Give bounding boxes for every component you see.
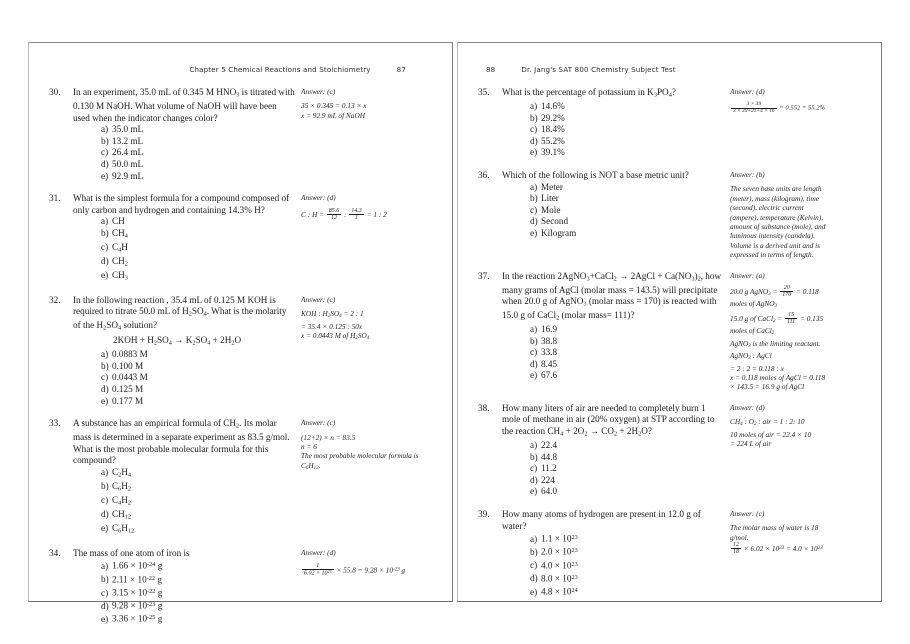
choice-text: Meter <box>541 181 563 192</box>
choice-option[interactable] <box>530 228 724 240</box>
question-text: How many liters of air are needed to completely burn 1 mole of methane in air (20% oxygen) at STP according to the reaction $CH_4 + 2O_2 \to CO_2 + 2H_2O$? <box>502 402 715 438</box>
choice-text: 44.8 <box>541 451 558 462</box>
choice-text: 26.4 mL <box>112 147 144 158</box>
choice-text: 67.6 <box>541 370 558 381</box>
page-number: 88 <box>486 65 496 74</box>
answer-key: Answer: (c) <box>301 87 336 96</box>
choice-label: a) <box>101 124 109 135</box>
choice-text: 13.2 mL <box>112 135 144 146</box>
choice-list <box>73 216 295 283</box>
choice-option[interactable]: b) $C_6H_2$ <box>101 480 132 493</box>
answer-panel <box>724 170 856 260</box>
choice-label: a) <box>101 216 109 227</box>
choice-label: e) <box>530 586 538 597</box>
choice-label: a) <box>530 324 538 335</box>
question-block <box>472 87 867 159</box>
question-block <box>472 170 867 260</box>
answer-work-line: luminous intensity (candela). <box>730 231 815 241</box>
choice-option[interactable] <box>530 101 724 113</box>
question-number: 32. <box>49 294 61 305</box>
choice-option[interactable] <box>101 171 295 183</box>
answer-panel <box>295 295 427 344</box>
answer-panel <box>724 87 856 114</box>
choice-option[interactable]: e) $3.36 \times 10^{-25}$ g <box>101 613 163 624</box>
answer-work-line: × 143.5 = 16.9 g of AgCl <box>730 382 805 392</box>
choice-list <box>73 124 295 182</box>
answer-work-line: moles of AgNO$_3$ <box>730 299 777 310</box>
choice-label: e) <box>530 486 538 497</box>
question-text: The mass of one atom of iron is <box>73 547 190 558</box>
answer-work-line: = 2 : 2 = 0.118 : x <box>730 363 784 373</box>
answer-work-line: AgNO$_3$ : AgCl <box>730 351 772 362</box>
running-head-title: Chapter 5 Chemical Reactions and Stoichiometry <box>189 65 371 74</box>
choice-option[interactable] <box>530 205 724 217</box>
choice-text: 22.4 <box>541 439 558 450</box>
answer-key: Answer: (a) <box>730 270 765 280</box>
choice-text: 0.0443 M <box>112 372 148 383</box>
question-body <box>472 509 724 598</box>
choice-option[interactable] <box>530 193 724 205</box>
choice-label: b) <box>101 480 109 491</box>
answer-work-line: 10 moles of air = 22.4 × 10 <box>730 429 812 439</box>
running-head-right <box>472 65 867 79</box>
choice-label: c) <box>101 241 109 252</box>
question-block <box>43 295 438 407</box>
choice-label: a) <box>530 533 538 544</box>
choice-text: 38.8 <box>541 335 558 346</box>
answer-key: Answer: (d) <box>730 402 765 412</box>
choice-option[interactable] <box>530 440 724 452</box>
choice-option[interactable] <box>530 324 724 336</box>
choice-label: b) <box>530 193 538 204</box>
question-number: 35. <box>478 87 490 97</box>
choice-option[interactable]: d) $CH_{12}$ <box>101 508 132 521</box>
choice-option[interactable] <box>530 216 724 228</box>
answer-panel <box>295 548 427 577</box>
choice-label: c) <box>530 204 538 215</box>
question-list-right <box>472 87 867 598</box>
answer-work-line: (meter), mass (kilogram), time <box>730 193 819 203</box>
choice-text: 35.0 mL <box>112 124 144 135</box>
choice-option[interactable] <box>101 396 295 408</box>
choice-list <box>502 440 724 498</box>
choice-option[interactable] <box>530 136 724 148</box>
choice-text: 18.4% <box>541 124 565 135</box>
answer-work-line: = 224 L of air <box>730 439 772 449</box>
choice-label: d) <box>530 474 538 485</box>
answer-work-line: (second), electric current <box>730 203 804 213</box>
choice-label: c) <box>530 124 538 135</box>
choice-option[interactable] <box>530 124 724 136</box>
choice-label: e) <box>101 522 109 533</box>
answer-work-line: amount of substance (mole), and <box>730 221 826 231</box>
question-number: 34. <box>49 547 61 558</box>
question-number: 37. <box>478 270 490 281</box>
choice-text: 39.1% <box>541 147 565 158</box>
choice-option[interactable] <box>101 159 295 171</box>
choice-option[interactable]: e) $CH_3$ <box>101 269 128 282</box>
choice-label: e) <box>101 269 109 280</box>
choice-label: e) <box>101 395 109 406</box>
choice-text: Liter <box>541 193 559 204</box>
choice-option[interactable]: a) $1.1 \times 10^{23}$ <box>530 533 578 544</box>
answer-work-line: The seven base units are length <box>730 184 822 194</box>
answer-key: Answer: (c) <box>301 294 336 304</box>
choice-label: d) <box>101 508 109 519</box>
answer-work-line: n = 6 <box>301 442 317 452</box>
choice-text: 224 <box>541 474 555 485</box>
choice-option[interactable] <box>101 147 295 159</box>
running-head-title: Dr. Jang's SAT 800 Chemistry Subject Test <box>521 65 676 74</box>
answer-panel <box>295 193 427 221</box>
answer-key: Answer: (d) <box>301 193 336 203</box>
answer-work-line: x = 92.9 mL of NaOH <box>301 110 365 120</box>
running-head-left <box>43 65 438 79</box>
choice-list <box>502 101 724 159</box>
choice-label: a) <box>530 100 538 111</box>
choice-label: b) <box>530 546 538 557</box>
question-text: What is the percentage of potassium in $K_3PO_4$? <box>502 87 676 99</box>
answer-work-line: x = 0.0443 M of $H_2SO_4$ <box>301 331 370 342</box>
choice-text: 64.0 <box>541 486 558 497</box>
answer-note: The most probable molecular formula is $C_6H_{12}$. <box>301 451 419 471</box>
choice-label: b) <box>530 112 538 123</box>
question-text: What is the simplest formula for a compound composed of only carbon and hydrogen and containing 14.3% H? <box>73 193 290 215</box>
choice-label: d) <box>530 135 538 146</box>
question-number: 36. <box>478 169 490 180</box>
answer-work-line: expressed in terms of length. <box>730 250 814 260</box>
answer-work-line: Volume is a derived unit and is <box>730 240 820 250</box>
question-number: 38. <box>478 402 490 413</box>
choice-text: 14.6% <box>541 100 565 111</box>
choice-label: c) <box>101 587 109 598</box>
choice-text: Second <box>541 216 569 227</box>
answer-work-line: $\frac{12}{18}$ × $6.02 \times 10^{23} = 4.0 \times 10^{23}$ <box>733 542 823 556</box>
choice-text: 33.8 <box>541 347 558 358</box>
question-number: 31. <box>49 193 61 204</box>
choice-label: b) <box>530 335 538 346</box>
question-text: In the following reaction , 35.4 mL of 0.125 M KOH is required to titrate 50.0 mL of $H_2SO_4$. What is the molarity of the $H_2SO_4$ solution? $2KOH + H_2SO_4 \to K_2SO_4 + 2H_2O$ <box>73 295 295 350</box>
choice-label: c) <box>101 494 109 505</box>
choice-label: b) <box>101 227 109 238</box>
choice-label: e) <box>530 147 538 158</box>
choice-label: d) <box>101 158 109 169</box>
answer-work-line: = 35.4 × 0.125 : 50x <box>301 321 363 331</box>
choice-option[interactable] <box>101 124 295 136</box>
question-text: A substance has an empirical formula of $CH_2$. Its molar mass is determined in a separate experiment as 83.5 g/mol. What is the most probable molecular formula for this compound? <box>73 418 290 466</box>
page-number: 87 <box>396 65 406 74</box>
choice-option[interactable]: c) $C_4H$ <box>101 241 128 254</box>
choice-option[interactable] <box>530 475 724 487</box>
choice-option[interactable]: b) $2.0 \times 10^{23}$ <box>530 546 578 557</box>
answer-key: Answer: (b) <box>730 169 765 179</box>
choice-text: 0.125 M <box>112 384 144 395</box>
page-left <box>28 42 453 624</box>
choice-label: c) <box>101 372 109 383</box>
answer-panel <box>724 271 856 392</box>
question-block <box>472 509 867 598</box>
answer-work-line: moles of CaCl$_2$ <box>730 326 775 337</box>
choice-text: 50.0 mL <box>112 158 144 169</box>
choice-label: d) <box>101 384 109 395</box>
question-body <box>472 271 724 382</box>
page-right <box>457 42 882 602</box>
answer-panel <box>724 509 856 555</box>
choice-label: e) <box>530 227 538 238</box>
answer-work-line: The molar mass of water is 18 <box>730 523 819 533</box>
answer-work-line: 35 × 0.345 = 0.13 × x <box>301 101 367 111</box>
answer-key: Answer: (d) <box>301 547 336 557</box>
choice-option[interactable] <box>530 182 724 194</box>
choice-label: a) <box>101 467 109 477</box>
choice-text: Kilogram <box>541 227 577 238</box>
answer-panel <box>724 403 856 449</box>
choice-label: c) <box>530 560 538 571</box>
choice-option[interactable]: a) $1.66 \times 10^{-24}$ g <box>101 561 163 572</box>
question-body <box>43 87 295 182</box>
question-number: 33. <box>49 418 61 429</box>
answer-work-line: (12+2) × n = 83.5 <box>301 432 356 442</box>
question-text: In an experiment, 35.0 mL of 0.345 M $HNO_3$ is titrated with 0.130 M NaOH. What volume of NaOH will have been used when the indicator changes color? <box>73 87 295 123</box>
choice-text: 8.45 <box>541 358 558 369</box>
choice-option[interactable] <box>101 349 295 361</box>
choice-list <box>502 182 724 240</box>
choice-label: e) <box>101 170 109 181</box>
answer-work-line: $\frac{1}{6.02 \times 10^{23}}$ × $55.8 = 9.28 \times 10^{-23}$ g <box>304 563 406 578</box>
question-number: 30. <box>49 87 61 97</box>
choice-label: e) <box>530 370 538 381</box>
choice-list <box>73 467 295 537</box>
choice-label: c) <box>530 463 538 474</box>
answer-work-line: $\frac{3 \times 39}{3 \times 39+21+4 \times 16}$ = 0.552 = 55.2% <box>733 101 825 114</box>
choice-text: 55.2% <box>541 135 565 146</box>
question-list-left <box>43 87 438 626</box>
choice-list <box>73 559 295 625</box>
question-body <box>472 170 724 240</box>
choice-list <box>502 532 724 598</box>
choice-option[interactable]: b) $2.11 \times 10^{-22}$ g <box>101 574 162 585</box>
choice-option[interactable] <box>530 486 724 498</box>
choice-label: a) <box>530 181 538 192</box>
choice-option[interactable]: e) $4.8 \times 10^{24}$ <box>530 586 578 597</box>
choice-text: 0.0883 M <box>112 349 148 360</box>
choice-option[interactable]: a) $C_2H_4$ <box>101 467 132 479</box>
choice-label: b) <box>530 451 538 462</box>
choice-option[interactable]: d) $CH_2$ <box>101 255 128 268</box>
answer-key: Answer: (c) <box>730 508 765 518</box>
answer-key: Answer: (c) <box>301 418 336 428</box>
choice-text: 11.2 <box>541 463 557 474</box>
question-body <box>43 548 295 626</box>
choice-option[interactable]: d) $9.28 \times 10^{-23}$ g <box>101 600 163 611</box>
answer-work-line: AgNO$_3$ is the limiting reactant. <box>730 338 821 349</box>
question-number: 39. <box>478 508 490 519</box>
answer-work-line: KOH : $H_2SO_4 = 2$ : 1 <box>301 309 364 320</box>
choice-option[interactable] <box>530 336 724 348</box>
choice-option[interactable]: d) $8.0 \times 10^{23}$ <box>530 573 578 584</box>
question-text: In the reaction 2AgNO$_3$+CaCl$_2$ → 2AgCl + $Ca(NO_3)_2$, how many grams of AgCl (molar mass = 143.5) will precipitate when 20.0 g of AgNO$_3$ (molar mass = 170) is reacted with 15.0 g of CaCl$_2$ (molar mass= 111)? <box>502 270 722 322</box>
choice-label: a) <box>101 349 109 360</box>
choice-text: Mole <box>541 204 561 215</box>
choice-option[interactable] <box>101 372 295 384</box>
choice-option[interactable]: c) $4.0 \times 10^{23}$ <box>530 560 578 571</box>
question-text: How many atoms of hydrogen are present in 12.0 g of water? <box>502 508 701 531</box>
chemical-equation: $2KOH + H_2SO_4 \to K_2SO_4 + 2H_2O$ <box>113 335 242 347</box>
choice-label: c) <box>530 347 538 358</box>
question-block <box>43 193 438 284</box>
answer-work-line: $CH_4$ : $O_2$ : air = 1 : 2: 10 <box>730 417 805 428</box>
choice-text: 92.9 mL <box>112 170 144 181</box>
choice-label: e) <box>101 613 109 624</box>
choice-label: d) <box>101 255 109 266</box>
question-body <box>43 193 295 284</box>
answer-work-line: 20.0 g AgNO$_3$ = $\frac{20}{170}$ = 0.118 <box>730 285 819 299</box>
answer-work-line: C : H = $\frac{85.6}{12}$ : $\frac{14.3}{1}$ = 1 : 2 <box>301 207 387 221</box>
choice-option[interactable] <box>530 452 724 464</box>
choice-text: 16.9 <box>541 324 558 335</box>
question-body <box>472 403 724 498</box>
answer-work-line: (ampere), temperature (Kelvin), <box>730 212 824 222</box>
choice-option[interactable] <box>530 370 724 382</box>
choice-list <box>502 324 724 382</box>
question-block <box>43 548 438 626</box>
choice-label: d) <box>101 600 109 611</box>
choice-list <box>73 349 295 407</box>
choice-label: a) <box>101 561 109 572</box>
choice-text: 29.2% <box>541 112 565 123</box>
question-block <box>472 271 867 392</box>
answer-panel <box>295 418 427 473</box>
answer-work-line: x = 0.118 moles of AgCl = 0.118 <box>730 372 826 382</box>
choice-option[interactable]: e) $C_6H_{12}$ <box>101 522 135 535</box>
choice-label: c) <box>101 147 109 158</box>
question-block <box>472 403 867 498</box>
choice-option[interactable]: c) $C_4H_2$ <box>101 494 132 507</box>
choice-option[interactable] <box>530 113 724 125</box>
choice-label: b) <box>101 574 109 585</box>
question-text: Which of the following is NOT a base metric unit? <box>502 169 689 180</box>
choice-text: 0.177 M <box>112 395 144 406</box>
choice-label: a) <box>530 439 538 450</box>
choice-option[interactable] <box>530 463 724 475</box>
choice-option[interactable] <box>530 347 724 359</box>
question-body <box>472 87 724 159</box>
choice-label: d) <box>530 216 538 227</box>
choice-text: 0.100 M <box>112 360 144 371</box>
choice-option[interactable]: c) $3.15 \times 10^{-22}$ g <box>101 587 163 598</box>
choice-option[interactable] <box>530 359 724 371</box>
choice-option[interactable]: b) $CH_4$ <box>101 227 128 240</box>
choice-option[interactable] <box>101 136 295 148</box>
answer-work-line: 15.0 g of CaCl$_2$ = $\frac{15}{111}$ = 0.135 <box>730 311 824 325</box>
question-body <box>43 418 295 537</box>
question-block <box>43 87 438 182</box>
choice-option[interactable]: a) CH <box>101 216 125 227</box>
choice-option[interactable] <box>101 361 295 373</box>
choice-option[interactable] <box>101 384 295 396</box>
question-block <box>43 418 438 537</box>
choice-label: b) <box>101 135 109 146</box>
answer-panel <box>295 87 427 120</box>
choice-label: b) <box>101 360 109 371</box>
answer-work-line: g/mol. <box>730 532 749 542</box>
answer-key: Answer: (d) <box>730 87 765 96</box>
choice-option[interactable] <box>530 147 724 159</box>
choice-label: d) <box>530 573 538 584</box>
question-body <box>43 295 295 407</box>
choice-label: d) <box>530 358 538 369</box>
